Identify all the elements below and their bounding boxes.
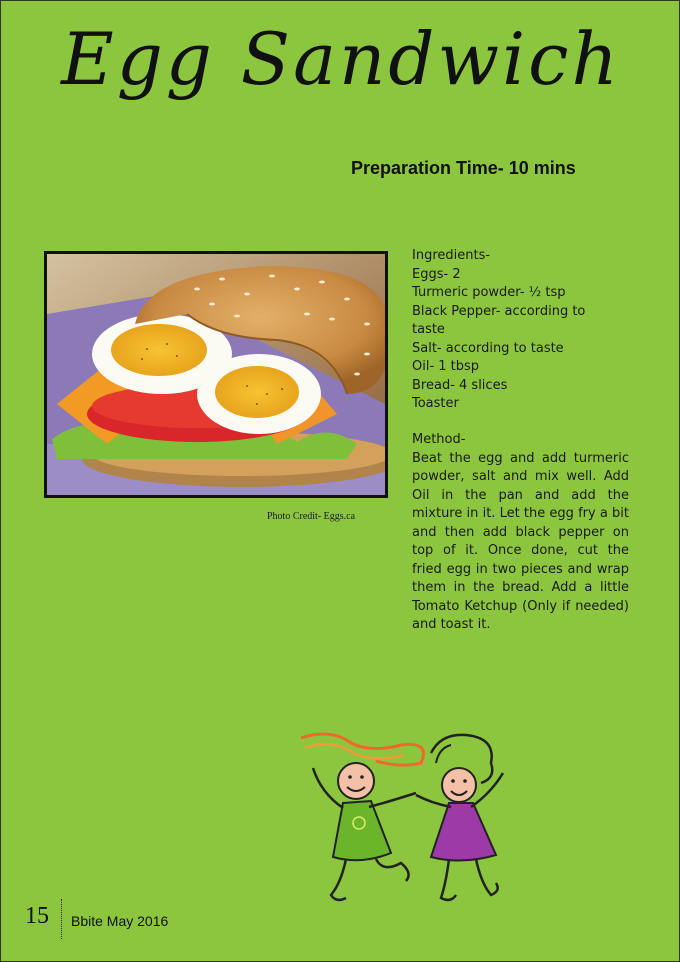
method-text: Beat the egg and add turmeric powder, salt and mix well. Add Oil in the pan and add the mixture in it. Let the egg fry a bit and then add black pepper on top of it. Once done, cut the fried egg in two pieces and wrap them in the bread. Add a little Tomato Ketchup (Only if needed) and toast it. [412, 450, 629, 632]
sandwich-photo [44, 251, 388, 498]
magazine-issue: Bbite May 2016 [71, 913, 169, 929]
ingredients-section [412, 247, 602, 414]
photo-credit: Photo Credit- Eggs.ca [267, 511, 356, 522]
ingredient-item: Salt- according to taste [412, 340, 564, 356]
footer-divider [61, 899, 62, 939]
method-section [412, 431, 629, 635]
page-title: Egg Sandwich [61, 17, 621, 101]
ingredient-item: Turmeric powder- ½ tsp [412, 285, 566, 300]
ingredient-item: Oil- 1 tbsp [412, 359, 480, 374]
ingredient-item: Black Pepper- according to taste [412, 303, 586, 337]
kids-illustration [291, 723, 521, 913]
ingredients-heading: Ingredients- [412, 248, 491, 263]
ingredient-item: Toaster [412, 396, 459, 411]
preparation-time: Preparation Time- 10 mins [351, 158, 576, 178]
page-number: 15 [25, 903, 49, 929]
ingredient-item: Bread- 4 slices [412, 377, 508, 393]
method-heading: Method- [412, 432, 466, 447]
ingredient-item: Eggs- 2 [412, 266, 461, 282]
egg-sandwich-illustration [47, 254, 385, 495]
